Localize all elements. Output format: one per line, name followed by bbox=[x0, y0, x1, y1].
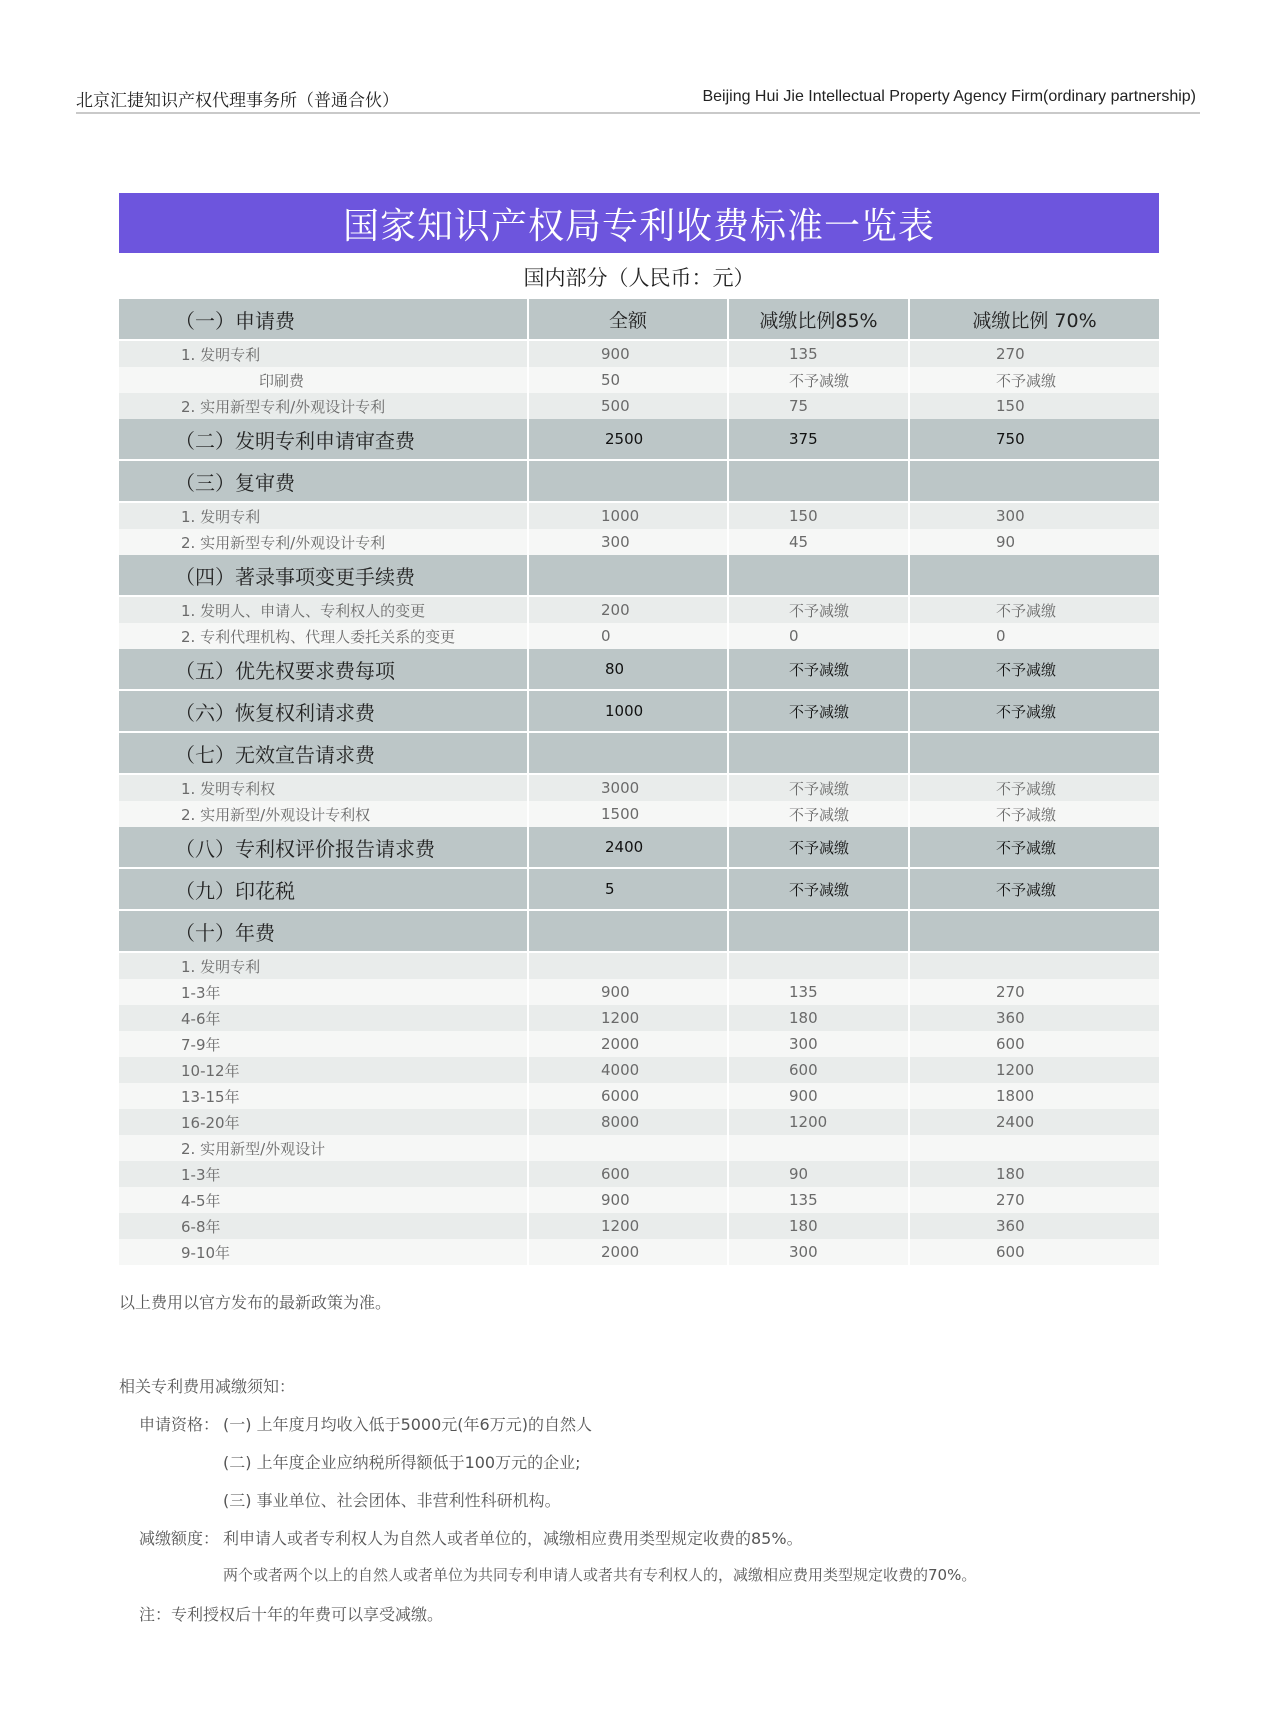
fee-value: 0 bbox=[910, 623, 1159, 649]
fee-value: 1200 bbox=[529, 1213, 729, 1239]
fee-value: 90 bbox=[910, 529, 1159, 555]
row-label: （七）无效宣告请求费 bbox=[119, 733, 529, 775]
row-label: 2. 专利代理机构、代理人委托关系的变更 bbox=[119, 623, 529, 649]
fee-value: 不予减缴 bbox=[729, 801, 910, 827]
fee-value: 1200 bbox=[729, 1109, 910, 1135]
fee-value: 不予减缴 bbox=[729, 649, 910, 691]
fee-value: 不予减缴 bbox=[910, 801, 1159, 827]
fee-value: 2000 bbox=[529, 1031, 729, 1057]
reduction-item-2: 两个或者两个以上的自然人或者单位为共同专利申请人或者共有专利权人的，减缴相应费用类型规定收费的70%。 bbox=[223, 1566, 977, 1584]
fee-value: 不予减缴 bbox=[910, 597, 1159, 623]
fee-value: 180 bbox=[729, 1005, 910, 1031]
section-row bbox=[119, 555, 1159, 597]
fee-value: 1500 bbox=[529, 801, 729, 827]
disclaimer-text: 以上费用以官方发布的最新政策为准。 bbox=[119, 1293, 392, 1312]
table-row bbox=[119, 623, 1159, 649]
fee-value: 500 bbox=[529, 393, 729, 419]
table-row bbox=[119, 1083, 1159, 1109]
row-label: 1-3年 bbox=[119, 979, 529, 1005]
reduction-item-1: 利申请人或者专利权人为自然人或者单位的，减缴相应费用类型规定收费的85%。 bbox=[223, 1529, 803, 1548]
row-label: 10-12年 bbox=[119, 1057, 529, 1083]
table-row bbox=[119, 1239, 1159, 1265]
fee-value: 1000 bbox=[529, 503, 729, 529]
row-label: 2. 实用新型专利/外观设计专利 bbox=[119, 529, 529, 555]
fee-value: 不予减缴 bbox=[729, 775, 910, 801]
fee-value: 5 bbox=[529, 869, 729, 911]
fee-value: 不予减缴 bbox=[729, 691, 910, 733]
fee-value: 900 bbox=[529, 341, 729, 367]
fee-value bbox=[729, 555, 910, 597]
fee-value bbox=[529, 953, 729, 979]
fee-value: 8000 bbox=[529, 1109, 729, 1135]
table-row bbox=[119, 529, 1159, 555]
section-row bbox=[119, 827, 1159, 869]
fee-value: 2400 bbox=[529, 827, 729, 869]
fee-value: 不予减缴 bbox=[910, 649, 1159, 691]
fee-value: 1000 bbox=[529, 691, 729, 733]
section-row bbox=[119, 691, 1159, 733]
fee-value bbox=[910, 461, 1159, 503]
fee-value bbox=[529, 911, 729, 953]
section-row bbox=[119, 649, 1159, 691]
fee-value: 200 bbox=[529, 597, 729, 623]
row-label: （二）发明专利申请审查费 bbox=[119, 419, 529, 461]
table-row bbox=[119, 1135, 1159, 1161]
fee-value: 80 bbox=[529, 649, 729, 691]
table-header-row bbox=[119, 299, 1159, 341]
notes-heading: 相关专利费用减缴须知： bbox=[119, 1377, 296, 1396]
fee-value bbox=[729, 953, 910, 979]
row-label: （十）年费 bbox=[119, 911, 529, 953]
eligibility-label: 申请资格： bbox=[139, 1415, 220, 1434]
fee-value bbox=[910, 911, 1159, 953]
column-header-70: 减缴比例 70% bbox=[910, 299, 1159, 341]
fee-value: 1200 bbox=[529, 1005, 729, 1031]
row-label: （八）专利权评价报告请求费 bbox=[119, 827, 529, 869]
fee-value: 75 bbox=[729, 393, 910, 419]
table-row bbox=[119, 953, 1159, 979]
row-label: （九）印花税 bbox=[119, 869, 529, 911]
fee-value: 150 bbox=[729, 503, 910, 529]
row-label: 4-5年 bbox=[119, 1187, 529, 1213]
fee-value: 360 bbox=[910, 1005, 1159, 1031]
column-header-item: （一）申请费 bbox=[119, 299, 529, 341]
fee-value: 600 bbox=[729, 1057, 910, 1083]
fee-value bbox=[729, 911, 910, 953]
table-row bbox=[119, 367, 1159, 393]
table-subtitle: 国内部分（人民币：元） bbox=[523, 266, 755, 290]
row-label: 9-10年 bbox=[119, 1239, 529, 1265]
fee-value: 150 bbox=[910, 393, 1159, 419]
fee-value: 不予减缴 bbox=[729, 367, 910, 393]
fee-value bbox=[729, 1135, 910, 1161]
row-label: 13-15年 bbox=[119, 1083, 529, 1109]
fee-value: 600 bbox=[529, 1161, 729, 1187]
fee-value: 900 bbox=[529, 979, 729, 1005]
fee-value: 135 bbox=[729, 1187, 910, 1213]
fee-value: 135 bbox=[729, 341, 910, 367]
table-row bbox=[119, 1187, 1159, 1213]
page-header bbox=[76, 82, 1200, 114]
table-row bbox=[119, 1005, 1159, 1031]
row-label: 6-8年 bbox=[119, 1213, 529, 1239]
fee-table bbox=[119, 299, 1159, 1265]
fee-value: 270 bbox=[910, 979, 1159, 1005]
fee-value bbox=[910, 733, 1159, 775]
row-label: （六）恢复权利请求费 bbox=[119, 691, 529, 733]
table-row bbox=[119, 801, 1159, 827]
fee-value: 不予减缴 bbox=[729, 827, 910, 869]
row-label: 2. 实用新型/外观设计 bbox=[119, 1135, 529, 1161]
fee-value bbox=[529, 461, 729, 503]
fee-value bbox=[729, 733, 910, 775]
section-row bbox=[119, 461, 1159, 503]
row-label: 1. 发明专利 bbox=[119, 953, 529, 979]
table-row bbox=[119, 393, 1159, 419]
row-label: 1. 发明专利 bbox=[119, 341, 529, 367]
fee-value: 不予减缴 bbox=[910, 775, 1159, 801]
fee-value: 2000 bbox=[529, 1239, 729, 1265]
column-header-full: 全额 bbox=[529, 299, 729, 341]
fee-value: 不予减缴 bbox=[910, 869, 1159, 911]
fee-value: 300 bbox=[729, 1239, 910, 1265]
page-title: 国家知识产权局专利收费标准一览表 bbox=[119, 193, 1159, 253]
row-label: 1. 发明专利权 bbox=[119, 775, 529, 801]
eligibility-item-3: (三) 事业单位、社会团体、非营利性科研机构。 bbox=[223, 1491, 561, 1510]
firm-name-cn: 北京汇捷知识产权代理事务所（普通合伙） bbox=[76, 91, 399, 111]
fee-value bbox=[529, 733, 729, 775]
fee-value: 300 bbox=[910, 503, 1159, 529]
fee-value: 180 bbox=[910, 1161, 1159, 1187]
fee-value: 600 bbox=[910, 1031, 1159, 1057]
fee-value: 360 bbox=[910, 1213, 1159, 1239]
table-row bbox=[119, 979, 1159, 1005]
row-label: 2. 实用新型/外观设计专利权 bbox=[119, 801, 529, 827]
fee-value: 0 bbox=[529, 623, 729, 649]
fee-value: 300 bbox=[529, 529, 729, 555]
fee-value: 不予减缴 bbox=[729, 597, 910, 623]
table-row bbox=[119, 1031, 1159, 1057]
fee-value: 180 bbox=[729, 1213, 910, 1239]
table-row bbox=[119, 1161, 1159, 1187]
eligibility-item-2: (二) 上年度企业应纳税所得额低于100万元的企业; bbox=[223, 1453, 581, 1472]
fee-value bbox=[910, 555, 1159, 597]
row-label: 1-3年 bbox=[119, 1161, 529, 1187]
footnote-text: 注：专利授权后十年的年费可以享受减缴。 bbox=[139, 1605, 444, 1624]
table-row bbox=[119, 1213, 1159, 1239]
fee-value: 270 bbox=[910, 341, 1159, 367]
row-label: 16-20年 bbox=[119, 1109, 529, 1135]
fee-value bbox=[910, 953, 1159, 979]
fee-value: 90 bbox=[729, 1161, 910, 1187]
table-row bbox=[119, 503, 1159, 529]
row-label: 印刷费 bbox=[119, 367, 529, 393]
row-label: （三）复审费 bbox=[119, 461, 529, 503]
row-label: （四）著录事项变更手续费 bbox=[119, 555, 529, 597]
table-row bbox=[119, 597, 1159, 623]
fee-value: 不予减缴 bbox=[910, 367, 1159, 393]
fee-value: 2400 bbox=[910, 1109, 1159, 1135]
fee-value: 1800 bbox=[910, 1083, 1159, 1109]
fee-value bbox=[529, 555, 729, 597]
fee-value: 50 bbox=[529, 367, 729, 393]
row-label: 7-9年 bbox=[119, 1031, 529, 1057]
fee-value: 4000 bbox=[529, 1057, 729, 1083]
fee-value: 2500 bbox=[529, 419, 729, 461]
fee-value: 600 bbox=[910, 1239, 1159, 1265]
fee-value: 不予减缴 bbox=[910, 827, 1159, 869]
fee-value: 1200 bbox=[910, 1057, 1159, 1083]
row-label: （五）优先权要求费每项 bbox=[119, 649, 529, 691]
fee-value: 不予减缴 bbox=[729, 869, 910, 911]
row-label: 1. 发明专利 bbox=[119, 503, 529, 529]
table-row bbox=[119, 341, 1159, 367]
section-row bbox=[119, 419, 1159, 461]
row-label: 2. 实用新型专利/外观设计专利 bbox=[119, 393, 529, 419]
firm-name-en: Beijing Hui Jie Intellectual Property Agency Firm(ordinary partnership) bbox=[702, 88, 1196, 105]
fee-value: 0 bbox=[729, 623, 910, 649]
section-row bbox=[119, 733, 1159, 775]
table-row bbox=[119, 1109, 1159, 1135]
row-label: 1. 发明人、申请人、专利权人的变更 bbox=[119, 597, 529, 623]
table-row bbox=[119, 775, 1159, 801]
fee-value: 270 bbox=[910, 1187, 1159, 1213]
row-label: 4-6年 bbox=[119, 1005, 529, 1031]
fee-value bbox=[529, 1135, 729, 1161]
reduction-label: 减缴额度： bbox=[139, 1529, 220, 1548]
fee-value: 6000 bbox=[529, 1083, 729, 1109]
fee-value: 900 bbox=[529, 1187, 729, 1213]
column-header-85: 减缴比例85% bbox=[729, 299, 910, 341]
fee-value bbox=[729, 461, 910, 503]
fee-value: 不予减缴 bbox=[910, 691, 1159, 733]
fee-value: 300 bbox=[729, 1031, 910, 1057]
table-row bbox=[119, 1057, 1159, 1083]
fee-value bbox=[910, 1135, 1159, 1161]
section-row bbox=[119, 911, 1159, 953]
fee-value: 375 bbox=[729, 419, 910, 461]
section-row bbox=[119, 869, 1159, 911]
fee-value: 900 bbox=[729, 1083, 910, 1109]
eligibility-item-1: (一) 上年度月均收入低于5000元(年6万元)的自然人 bbox=[223, 1415, 592, 1434]
fee-value: 3000 bbox=[529, 775, 729, 801]
fee-value: 135 bbox=[729, 979, 910, 1005]
fee-value: 45 bbox=[729, 529, 910, 555]
fee-value: 750 bbox=[910, 419, 1159, 461]
